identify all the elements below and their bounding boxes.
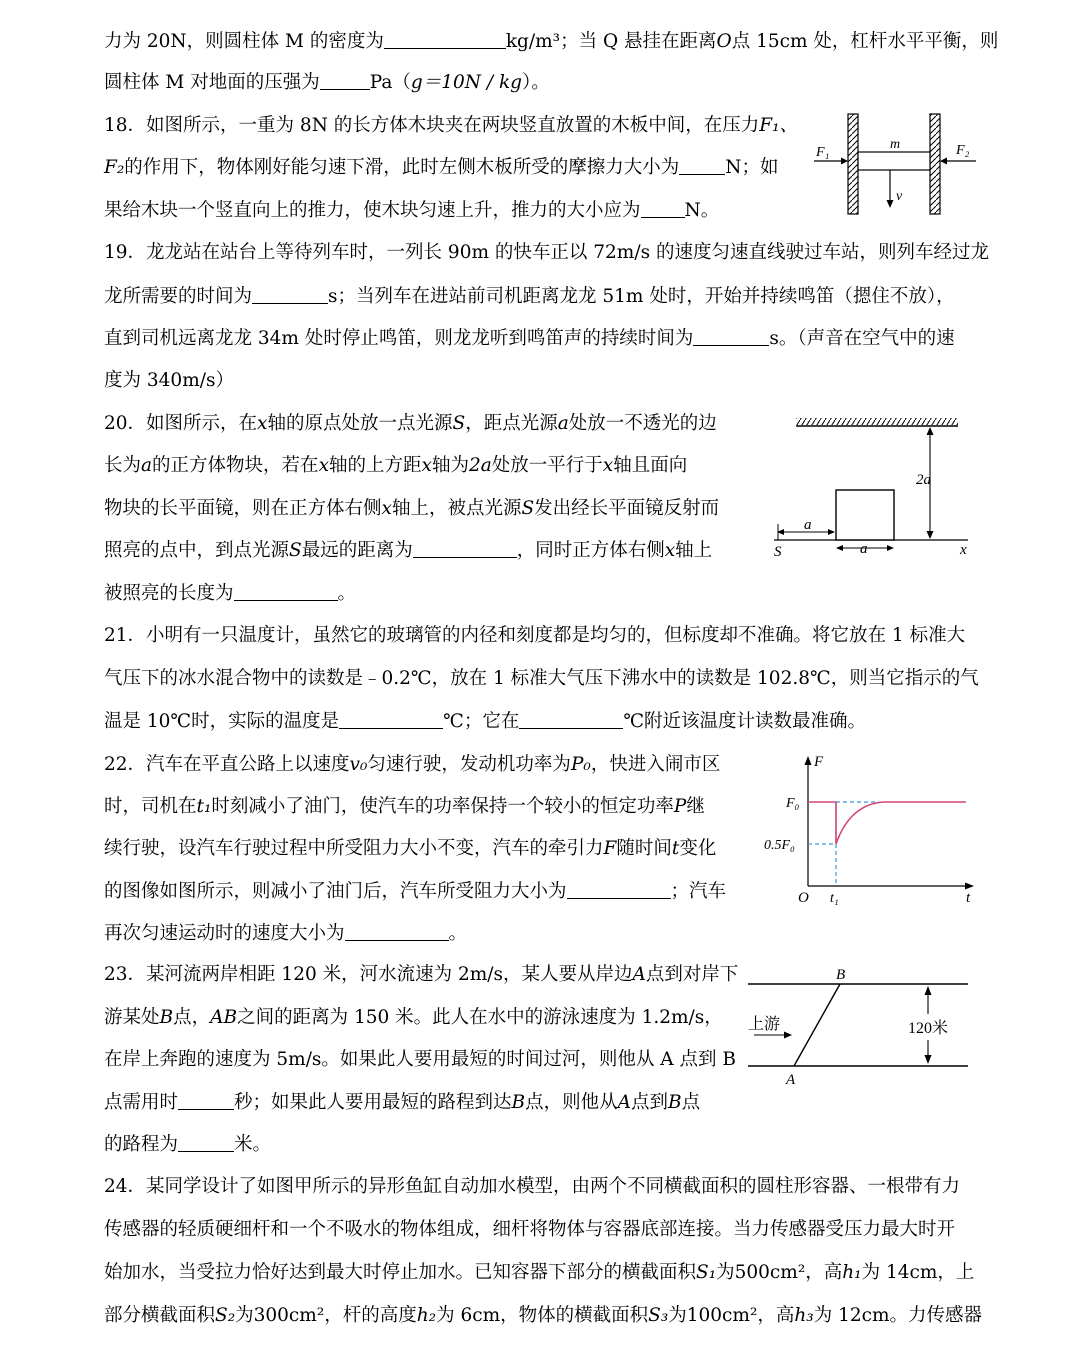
label-upstream: 上游 xyxy=(748,1016,781,1033)
q24-text: 为 14cm，上 xyxy=(861,1262,975,1283)
arrow-left-icon xyxy=(836,545,843,551)
q23-line-1 xyxy=(104,963,738,987)
q23-line-4 xyxy=(104,1091,700,1115)
label-F0: F₀ xyxy=(786,796,800,811)
q23-text: 在岸上奔跑的速度为 5m/s。如果此人要用最短的时间过河，则他从 A 点到 B xyxy=(104,1049,737,1070)
q22-text: ，快进入闹市区 xyxy=(590,754,721,775)
q19-line-1 xyxy=(104,241,989,265)
answer-blank[interactable] xyxy=(252,285,328,304)
q20-text: 处放一不透光的边 xyxy=(568,413,717,434)
q22-text: P xyxy=(673,796,687,817)
q20-text: S xyxy=(521,498,535,519)
q22-text: 再次匀速运动时的速度大小为 xyxy=(104,923,345,944)
q22-figure xyxy=(760,752,982,908)
q20-text: 物块的长平面镜，则在正方体右侧 xyxy=(104,498,382,519)
label-B: B xyxy=(836,967,846,983)
q20-text: ，同时正方体右侧 xyxy=(516,540,665,561)
q20-text: 20．如图所示，在 xyxy=(104,413,258,434)
arrow-f1-icon xyxy=(841,158,848,165)
q23-text: B xyxy=(511,1092,526,1113)
answer-blank[interactable] xyxy=(339,710,443,729)
label-F: F xyxy=(814,754,824,770)
q23-text: 点，则他从 xyxy=(525,1092,618,1113)
answer-blank[interactable] xyxy=(567,880,671,899)
q20-text: 轴上，被点光源 xyxy=(391,498,522,519)
q23-text: 秒；如果此人要用最短的路程到达 xyxy=(234,1092,512,1113)
q24-text: h₂ xyxy=(416,1305,437,1326)
q23-text: 点 xyxy=(681,1092,701,1113)
q24-text: 始加水，当受拉力恰好达到最大时停止加水。已知容器下部分的横截面积 xyxy=(104,1262,697,1283)
label-v: v xyxy=(896,189,903,204)
q22-text: P₀ xyxy=(570,754,591,775)
q24-text: 为500cm²，高 xyxy=(716,1262,843,1283)
q23-text: A xyxy=(617,1092,632,1113)
q22-line-1 xyxy=(104,753,720,777)
q20-line-3 xyxy=(104,497,719,521)
current-arrow-icon xyxy=(784,1032,792,1039)
q22-line-4 xyxy=(104,880,726,904)
q22-text: 22．汽车在平直公路上以速度 xyxy=(104,754,350,775)
cube xyxy=(836,490,894,540)
q23-text: 的路程为 xyxy=(104,1134,179,1155)
q22-text: t₁ xyxy=(196,796,212,817)
q22-text: 匀速行驶，发动机功率为 xyxy=(367,754,571,775)
q18-text: N；如 xyxy=(725,157,779,178)
q17-line-1 xyxy=(104,30,998,54)
answer-blank[interactable] xyxy=(519,710,623,729)
q22-text: v₀ xyxy=(349,754,368,775)
q22-text: 时刻减小了油门，使汽车的功率保持一个较小的恒定功率 xyxy=(211,796,674,817)
q23-text: A xyxy=(632,964,646,985)
label-120m: 120米 xyxy=(908,1020,949,1037)
q20-text: x xyxy=(257,413,268,434)
q24-line-1 xyxy=(104,1175,960,1199)
q17-text: 圆柱体 M 对地面的压强为 xyxy=(104,72,320,93)
q19-text: 直到司机远离龙龙 34m 处时停止鸣笛，则龙龙听到鸣笛声的持续时间为 xyxy=(104,328,694,349)
q17-text: ）。 xyxy=(522,72,550,93)
q20-text: 轴的原点处放一点光源 xyxy=(267,413,453,434)
q24-text: 为100cm²，高 xyxy=(668,1305,795,1326)
q20-text: x xyxy=(381,498,392,519)
q23-text: 23．某河流两岸相距 120 米，河水流速为 2m/s，某人要从岸边 xyxy=(104,964,633,985)
label-O: O xyxy=(798,890,809,906)
q17-text: Pa（ xyxy=(369,72,411,93)
q23-text: 点到对岸下 xyxy=(645,964,739,985)
q19-text: s；当列车在进站前司机距离龙龙 51m 处时，开始并持续鸣笛（摁住不放）， xyxy=(328,286,955,307)
q20-text: 被照亮的长度为 xyxy=(104,583,234,604)
q22-text: 随时间 xyxy=(616,838,672,859)
arrow-down-icon xyxy=(925,1055,932,1064)
q23-figure xyxy=(744,964,974,1090)
q24-text: 传感器的轻质硬细杆和一个不吸水的物体组成，细杆将物体与容器底部连接。当力传感器受压力最大时开 xyxy=(104,1219,956,1240)
q19-line-4 xyxy=(104,369,234,393)
force-curve xyxy=(808,802,966,844)
q20-line-5 xyxy=(104,582,356,606)
q17-text: 点 15cm 处，杠杆水平平衡，则 xyxy=(731,31,999,52)
q22-text: 续行驶，设汽车行驶过程中所受阻力大小不变，汽车的牵引力 xyxy=(104,838,604,859)
right-board xyxy=(930,114,940,214)
q22-text: F xyxy=(603,838,617,859)
q20-text: 。 xyxy=(337,583,357,604)
answer-blank[interactable] xyxy=(320,71,370,90)
q24-text: 为 12cm。力传感器 xyxy=(813,1305,983,1326)
label-2a: 2a xyxy=(916,472,931,488)
q17-text: kg/m³；当 Q 悬挂在距离 xyxy=(505,31,717,52)
label-S: S xyxy=(774,544,782,560)
q20-text: 处放一平行于 xyxy=(491,455,603,476)
q20-text: 最远的距离为 xyxy=(301,540,413,561)
q22-text: ；汽车 xyxy=(670,881,727,902)
path-ab xyxy=(794,984,840,1066)
q21-line-3 xyxy=(104,710,866,734)
arrow-right-icon xyxy=(828,529,835,535)
q24-text: S₁ xyxy=(696,1262,717,1283)
q19-line-2 xyxy=(104,285,955,309)
q21-text: ℃；它在 xyxy=(443,711,520,732)
q24-text: h₁ xyxy=(842,1262,862,1283)
answer-blank[interactable] xyxy=(413,539,517,558)
q24-line-3 xyxy=(104,1261,974,1285)
q18-text: F₂ xyxy=(104,157,125,178)
q24-text: 部分横截面积 xyxy=(104,1305,216,1326)
q20-text: 轴且面向 xyxy=(613,455,688,476)
q17-text: 力为 20N，则圆柱体 M 的密度为 xyxy=(104,31,384,52)
q20-text: 发出经长平面镜反射而 xyxy=(534,498,720,519)
label-a-cube: a xyxy=(860,541,868,557)
q22-text: 继 xyxy=(686,796,705,817)
q23-text: 之间的距离为 150 米。此人在水中的游泳速度为 1.2m/s， xyxy=(237,1007,723,1028)
q21-line-2 xyxy=(104,667,979,691)
label-f2: F₂ xyxy=(956,143,970,158)
q20-line-4 xyxy=(104,539,712,563)
q18-line-2 xyxy=(104,156,778,180)
q20-text: S xyxy=(452,413,466,434)
wood-block xyxy=(858,152,930,170)
q19-text: 19．龙龙站在站台上等待列车时，一列长 90m 的快车正以 72m/s 的速度匀速直线驶过车站，则列车经过龙 xyxy=(104,242,989,263)
q18-text: 18．如图所示，一重为 8N 的长方体木块夹在两块竖直放置的木板中间，在压力 xyxy=(104,115,760,136)
q20-text: 轴上 xyxy=(675,540,713,561)
q20-text: 2a xyxy=(468,455,492,476)
q19-line-3 xyxy=(104,327,955,351)
q20-text: 照亮的点中，到点光源 xyxy=(104,540,290,561)
q20-text: 轴为 xyxy=(431,455,469,476)
q23-text: 点到 xyxy=(631,1092,669,1113)
arrow-right-icon xyxy=(887,545,894,551)
label-a-left: a xyxy=(804,517,812,533)
q23-text: 米。 xyxy=(234,1134,272,1155)
q20-text: x xyxy=(664,540,676,561)
label-x: x xyxy=(960,542,967,558)
q23-text: 游某处 xyxy=(104,1007,160,1028)
q20-line-1 xyxy=(104,412,717,436)
q20-text: 的正方体物块，若在 xyxy=(152,455,319,476)
label-A: A xyxy=(786,1072,796,1088)
q19-text: 龙所需要的时间为 xyxy=(104,286,253,307)
q20-text: 轴的上方距 xyxy=(329,455,422,476)
arrow-f2-icon xyxy=(940,158,947,165)
q22-text: 的图像如图所示，则减小了油门后，汽车所受阻力大小为 xyxy=(104,881,567,902)
q20-text: a xyxy=(141,455,153,476)
q21-line-1 xyxy=(104,624,965,648)
q18-line-1 xyxy=(104,114,798,138)
q22-line-3 xyxy=(104,837,716,861)
q22-text: 。 xyxy=(448,923,468,944)
q17-text: O xyxy=(716,31,732,52)
q22-text: 时，司机在 xyxy=(104,796,197,817)
q23-text: B xyxy=(159,1007,174,1028)
answer-blank[interactable] xyxy=(178,1133,234,1152)
q18-figure xyxy=(810,110,982,218)
q18-line-3 xyxy=(104,199,719,223)
answer-blank[interactable] xyxy=(679,156,725,175)
q22-line-5 xyxy=(104,922,467,946)
q18-text: N。 xyxy=(684,200,720,221)
q20-text: 长为 xyxy=(104,455,142,476)
arrow-up-icon xyxy=(925,986,932,995)
arrow-down-icon xyxy=(927,531,934,539)
label-f1: F₁ xyxy=(816,145,830,160)
q21-text: 21．小明有一只温度计，虽然它的玻璃管的内径和刻度都是均匀的，但标度却不准确。将它放在 1 标准大 xyxy=(104,625,966,646)
q21-text: 气压下的冰水混合物中的读数是﹣0.2℃，放在 1 标准大气压下沸水中的读数是 102.8℃，则当它指示的气 xyxy=(104,668,979,689)
q20-figure xyxy=(770,412,980,562)
q20-text: S xyxy=(289,540,302,561)
q20-text: x xyxy=(421,455,432,476)
q21-text: 温是 10℃时，实际的温度是 xyxy=(104,711,340,732)
arrow-v-icon xyxy=(887,200,894,208)
label-m: m xyxy=(890,137,901,152)
q22-text: 变化 xyxy=(679,838,717,859)
q23-line-5 xyxy=(104,1133,271,1157)
q22-line-2 xyxy=(104,795,705,819)
answer-blank[interactable] xyxy=(345,922,449,941)
q24-text: h₃ xyxy=(794,1305,814,1326)
label-t1: t₁ xyxy=(830,891,839,906)
answer-blank[interactable] xyxy=(384,30,506,49)
q24-text: S₂ xyxy=(215,1305,236,1326)
left-board xyxy=(848,114,858,214)
q24-text: 为 6cm，物体的横截面积 xyxy=(436,1305,649,1326)
q22-text: t xyxy=(671,838,680,859)
q18-text: F₁、 xyxy=(759,115,799,136)
answer-blank[interactable] xyxy=(234,582,338,601)
q20-line-2 xyxy=(104,454,687,478)
q24-text: 24．某同学设计了如图甲所示的异形鱼缸自动加水模型，由两个不同横截面积的圆柱形容器、一根带有力 xyxy=(104,1176,961,1197)
q17-line-2 xyxy=(104,71,550,95)
q18-text: 果给木块一个竖直向上的推力，使木块匀速上升，推力的大小应为 xyxy=(104,200,641,221)
q23-line-2 xyxy=(104,1006,723,1030)
q24-text: 为300cm²，杆的高度 xyxy=(235,1305,417,1326)
q24-line-2 xyxy=(104,1218,955,1242)
label-t: t xyxy=(966,890,971,906)
q24-text: S₃ xyxy=(648,1305,669,1326)
q17-text: g＝10N / kg xyxy=(410,72,522,93)
arrow-up-icon xyxy=(927,427,934,435)
arrow-up-icon xyxy=(805,756,812,765)
q21-text: ℃附近该温度计读数最准确。 xyxy=(623,711,867,732)
q23-text: 点需用时 xyxy=(104,1092,179,1113)
answer-blank[interactable] xyxy=(693,327,769,346)
q18-text: 的作用下，物体刚好能匀速下滑，此时左侧木板所受的摩擦力大小为 xyxy=(124,157,680,178)
answer-blank[interactable] xyxy=(641,199,685,218)
q20-text: a xyxy=(557,413,569,434)
q20-text: ，距点光源 xyxy=(465,413,558,434)
arrow-right-icon xyxy=(965,883,974,890)
q23-text: AB xyxy=(210,1007,238,1028)
q19-text: s。（声音在空气中的速 xyxy=(769,328,955,349)
q24-line-4 xyxy=(104,1304,982,1328)
q19-text: 度为 340m/s） xyxy=(104,370,234,391)
q23-text: B xyxy=(668,1092,682,1113)
answer-blank[interactable] xyxy=(178,1091,234,1110)
q23-line-3 xyxy=(104,1048,736,1072)
label-05F0: 0.5F₀ xyxy=(764,838,795,853)
q20-text: x xyxy=(602,455,614,476)
q23-text: 点， xyxy=(173,1007,211,1028)
mirror-hatch xyxy=(796,418,958,425)
q20-text: x xyxy=(318,455,329,476)
